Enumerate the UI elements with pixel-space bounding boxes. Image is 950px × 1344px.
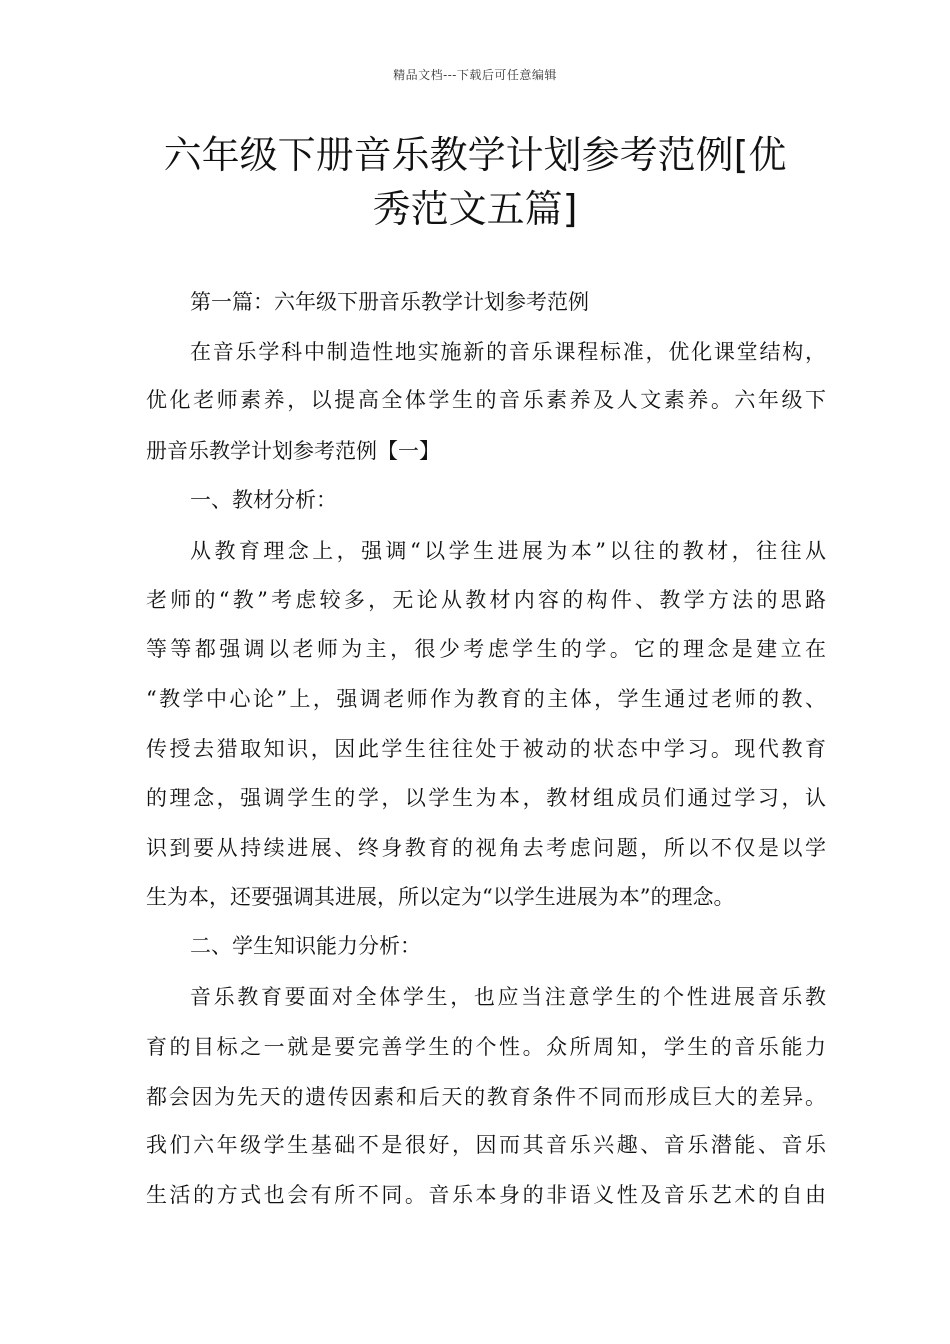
paragraph-line: 我们六年级学生基础不是很好，因而其音乐兴趣、音乐潜能、音乐 bbox=[146, 1133, 826, 1157]
paragraph-line: 生为本，还要强调其进展，所以定为“以学生进展为本”的理念。 bbox=[146, 885, 735, 909]
paragraph-line: 的理念，强调学生的学，以学生为本，教材组成员们通过学习，认 bbox=[146, 786, 826, 810]
paragraph-line: 在音乐学科中制造性地实施新的音乐课程标准，优化课堂结构， bbox=[190, 340, 826, 364]
chapter-heading: 第一篇：六年级下册音乐教学计划参考范例 bbox=[190, 290, 589, 314]
paragraph-line: 册音乐教学计划参考范例【一】 bbox=[146, 439, 440, 463]
header-note: 精品文档---下载后可任意编辑 bbox=[393, 68, 557, 82]
paragraph-line: 优化老师素养，以提高全体学生的音乐素养及人文素养。六年级下 bbox=[146, 388, 826, 412]
title-line-1: 六年级下册音乐教学计划参考范例[优 bbox=[163, 133, 787, 177]
paragraph-line: 音乐教育要面对全体学生，也应当注意学生的个性进展音乐教 bbox=[190, 985, 826, 1009]
paragraph-line: 传授去猎取知识，因此学生往往处于被动的状态中学习。现代教育 bbox=[146, 737, 826, 761]
document-title bbox=[140, 128, 810, 236]
section-heading: 二、学生知识能力分析： bbox=[190, 934, 421, 958]
section-heading: 一、教材分析： bbox=[190, 488, 337, 512]
paragraph-line: 生活的方式也会有所不同。音乐本身的非语义性及音乐艺术的自由 bbox=[146, 1183, 826, 1207]
paragraph-line: 从教育理念上，强调“以学生进展为本”以往的教材，往往从 bbox=[190, 539, 826, 563]
paragraph-line: “教学中心论”上，强调老师作为教育的主体，学生通过老师的教、 bbox=[146, 687, 826, 711]
paragraph-line: 都会因为先天的遗传因素和后天的教育条件不同而形成巨大的差异。 bbox=[146, 1085, 826, 1109]
paragraph-line: 等等都强调以老师为主，很少考虑学生的学。它的理念是建立在 bbox=[146, 637, 826, 661]
paragraph-line: 老师的“教”考虑较多，无论从教材内容的构件、教学方法的思路 bbox=[146, 588, 826, 612]
paragraph-line: 育的目标之一就是要完善学生的个性。众所周知，学生的音乐能力 bbox=[146, 1035, 826, 1059]
title-line-2: 秀范文五篇] bbox=[372, 187, 578, 231]
paragraph-line: 识到要从持续进展、终身教育的视角去考虑问题，所以不仅是以学 bbox=[146, 836, 826, 860]
